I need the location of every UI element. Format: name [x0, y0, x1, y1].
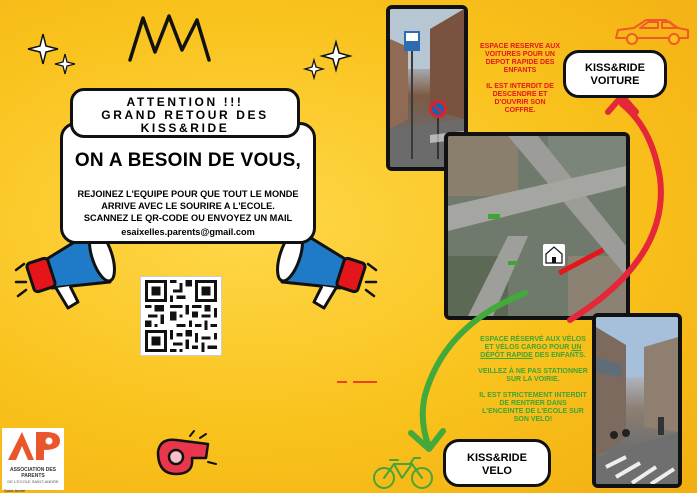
sparkle-icon — [25, 30, 85, 85]
whistle-icon — [148, 430, 220, 480]
velo-info-line1 — [478, 336, 588, 360]
join-line2: ARRIVE AVEC LE SOURIRE A L'ECOLE. — [101, 201, 275, 211]
street-photo-kiss-ride-velo — [592, 313, 682, 488]
bicycle-icon — [372, 456, 434, 490]
voiture-info — [480, 43, 560, 115]
velo-info-line2: VEILLEZ À NE PAS STATIONNER SUR LA VOIRIE. — [478, 368, 588, 383]
join-text — [63, 188, 313, 224]
main-message-card — [60, 122, 316, 244]
doodle-mark — [335, 378, 380, 386]
qr-code[interactable] — [140, 276, 222, 356]
association-logo — [2, 428, 64, 493]
sparkle-icon — [300, 38, 360, 88]
attention-line2: GRAND RETOUR DES — [101, 108, 269, 122]
logo-line1: ASSOCIATION DES PARENTS — [9, 467, 57, 479]
logo-line3: Saint-André — [4, 488, 26, 493]
velo-info-1a: ESPACE RÉSERVÉ AUX VÉLOS ET VÉLOS CARGO POUR — [480, 336, 586, 351]
velo-label-line1: KISS&RIDE — [467, 452, 527, 464]
ap-logo-mark — [2, 428, 64, 462]
car-icon — [612, 14, 692, 48]
kiss-ride-voiture-label — [563, 50, 667, 98]
attention-line3: KISS&RIDE — [140, 121, 230, 135]
attention-line1: ATTENTION !!! — [126, 95, 244, 109]
voiture-label-line1: KISS&RIDE — [585, 62, 645, 74]
velo-info-1c: DES ENFANTS. — [534, 352, 586, 359]
velo-info — [478, 336, 588, 424]
attention-banner — [70, 88, 300, 138]
voiture-info-line2: IL EST INTERDIT DE DESCENDRE ET D'OUVRIR SON COFFRE. — [486, 83, 554, 114]
voiture-label-line2: VOITURE — [590, 75, 640, 87]
kiss-ride-velo-label — [443, 439, 551, 487]
headline: ON A BESOIN DE VOUS, — [74, 150, 302, 171]
velo-label-line2: VELO — [482, 465, 512, 477]
join-line3: SCANNEZ LE QR-CODE OU ENVOYEZ UN MAIL — [83, 213, 293, 223]
join-line1: REJOINEZ L'EQUIPE POUR QUE TOUT LE MONDE — [77, 189, 299, 199]
voiture-info-line1: ESPACE RESERVE AUX VOITURES POUR UN DEPOT RAPIDE DES ENFANTS — [480, 43, 561, 74]
crown-doodle-icon — [125, 10, 215, 65]
red-arrow — [540, 88, 690, 328]
velo-info-1b: UN DÉPÔT RAPIDE — [480, 344, 582, 359]
logo-line2: DE L'ECOLE SAINT-ANDRE — [7, 479, 59, 484]
velo-info-line3: IL EST STRICTEMENT INTERDIT DE RENTRER DANS L'ENCEINTE DE L'ECOLE SUR SON VELO! — [479, 392, 587, 423]
email-link[interactable]: esaixelles.parents@gmail.com — [121, 227, 255, 237]
